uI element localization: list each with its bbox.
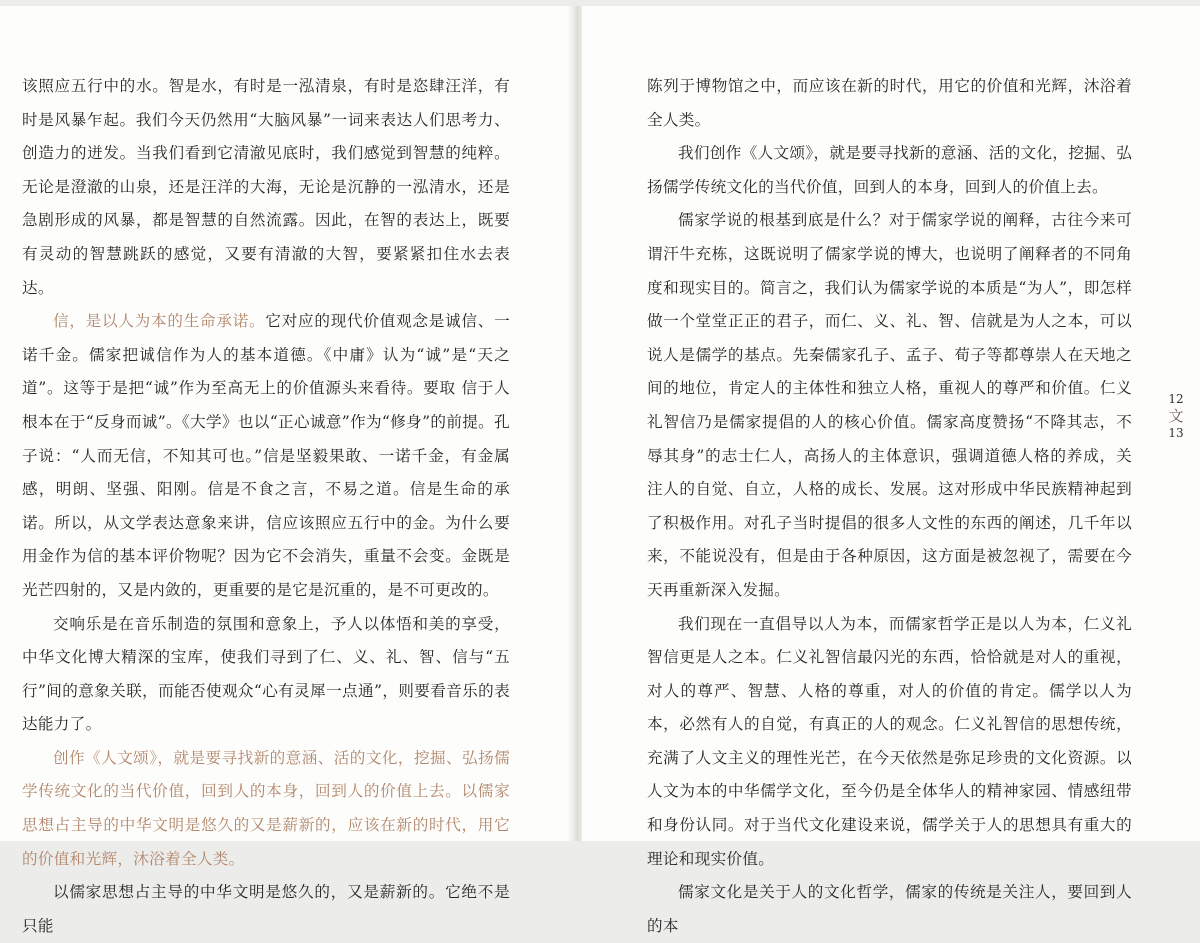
paragraph-text: 它对应的现代价值观念是诚信、一诺千金。儒家把诚信作为人的基本道德。《中庸》认为“诚”是“天之道”。这等于是把“诚”作为至高无上的价值源头来看待。要取 信于人根本在于“反身而诚”。《大学》也以“正心诚意”作为“修身”的前提。孔子说：“人而无信，不知其可也。”信是坚毅果敢、一诺千金，有金属感，明朗、坚强、阳刚。信是不食之言，不易之道。信是生命的承诺。所以，从文学表达意象来讲，信应该照应五行中的金。为什么要用金作为信的基本评价物呢？因为它不会消失，重量不会变。金既是光芒四射的，又是内敛的，更重要的是它是沉重的，是不可更改的。: [22, 312, 510, 599]
book-gutter: [567, 6, 582, 841]
paragraph: 我们创作《人文颂》，就是要寻找新的意涵、活的文化，挖掘、弘扬儒学传统文化的当代价值，回到人的本身，回到人的价值上去。: [647, 144, 1132, 196]
highlighted-phrase: 信，是以人为本的生命承诺。: [53, 312, 266, 331]
page-number-right: 13: [1168, 426, 1184, 440]
folio-mark-icon: 文: [1168, 407, 1184, 425]
right-page-text: [647, 70, 1132, 943]
highlighted-paragraph: 创作《人文颂》，就是要寻找新的意涵、活的文化，挖掘、弘扬儒学传统文化的当代价值，回到人的本身，回到人的价值上去。以儒家思想占主导的中华文明是悠久的又是薪新的，应该在新的时代，用它的价值和光辉，沐浴着全人类。: [22, 748, 510, 868]
paragraph: 以儒家思想占主导的中华文明是悠久的，又是薪新的。它绝不是只能: [22, 883, 510, 935]
paragraph: 陈列于博物馆之中，而应该在新的时代，用它的价值和光辉，沐浴着全人类。: [647, 77, 1132, 129]
page-number-folio: [1164, 393, 1188, 439]
paragraph: 我们现在一直倡导以人为本，而儒家哲学正是以人为本，仁义礼智信更是人之本。仁义礼智信最闪光的东西，恰恰就是对人的重视，对人的尊严、智慧、人格的尊重，对人的价值的肯定。儒学以人为本，必然有人的自觉，有真正的人的观念。仁义礼智信的思想传统，充满了人文主义的理性光芒，在今天依然是弥足珍贵的文化资源。以人文为本的中华儒学文化，至今仍是全体华人的精神家园、情感纽带和身份认同。对于当代文化建设来说，儒学关于人的思想具有重大的理论和现实价值。: [647, 614, 1132, 868]
left-page-text: [22, 70, 510, 943]
paragraph: 该照应五行中的水。智是水，有时是一泓清泉，有时是恣肆汪洋，有时是风暴乍起。我们今天仍然用“大脑风暴”一词来表达人们思考力、创造力的迸发。当我们看到它清澈见底时，我们感觉到智慧的纯粹。无论是澄澈的山泉，还是汪洋的大海，无论是沉静的一泓清水，还是急剧形成的风暴，都是智慧的自然流露。因此，在智的表达上，既要有灵动的智慧跳跃的感觉，又要有清澈的大智，要紧紧扣住水去表达。: [22, 77, 510, 297]
paragraph: [22, 305, 510, 607]
paragraph: 交响乐是在音乐制造的氛围和意象上，予人以体悟和美的享受，中华文化博大精深的宝库，使我们寻到了仁、义、礼、智、信与“五行”间的意象关联，而能否使观众“心有灵犀一点通”，则要看音乐的表达能力了。: [22, 614, 510, 734]
page-number-left: 12: [1168, 392, 1184, 406]
paragraph: 儒家文化是关于人的文化哲学，儒家的传统是关注人，要回到人的本: [647, 883, 1132, 935]
paragraph: 儒家学说的根基到底是什么？对于儒家学说的阐释，古往今来可谓汗牛充栋，这既说明了儒家学说的博大，也说明了阐释者的不同角度和现实目的。简言之，我们认为儒家学说的本质是“为人”，即怎样做一个堂堂正正的君子，而仁、义、礼、智、信就是为人之本，可以说人是儒学的基点。先秦儒家孔子、孟子、荀子等都尊崇人在天地之间的地位，肯定人的主体性和独立人格，重视人的尊严和价值。仁义礼智信乃是儒家提倡的人的核心价值。儒家高度赞扬“不降其志，不辱其身”的志士仁人，高扬人的主体意识，强调道德人格的养成，关注人的自觉、自立，人格的成长、发展。这对形成中华民族精神起到了积极作用。对孔子当时提倡的很多人文性的东西的阐述，几千年以来，不能说没有，但是由于各种原因，这方面是被忽视了，需要在今天再重新深入发掘。: [647, 211, 1132, 599]
